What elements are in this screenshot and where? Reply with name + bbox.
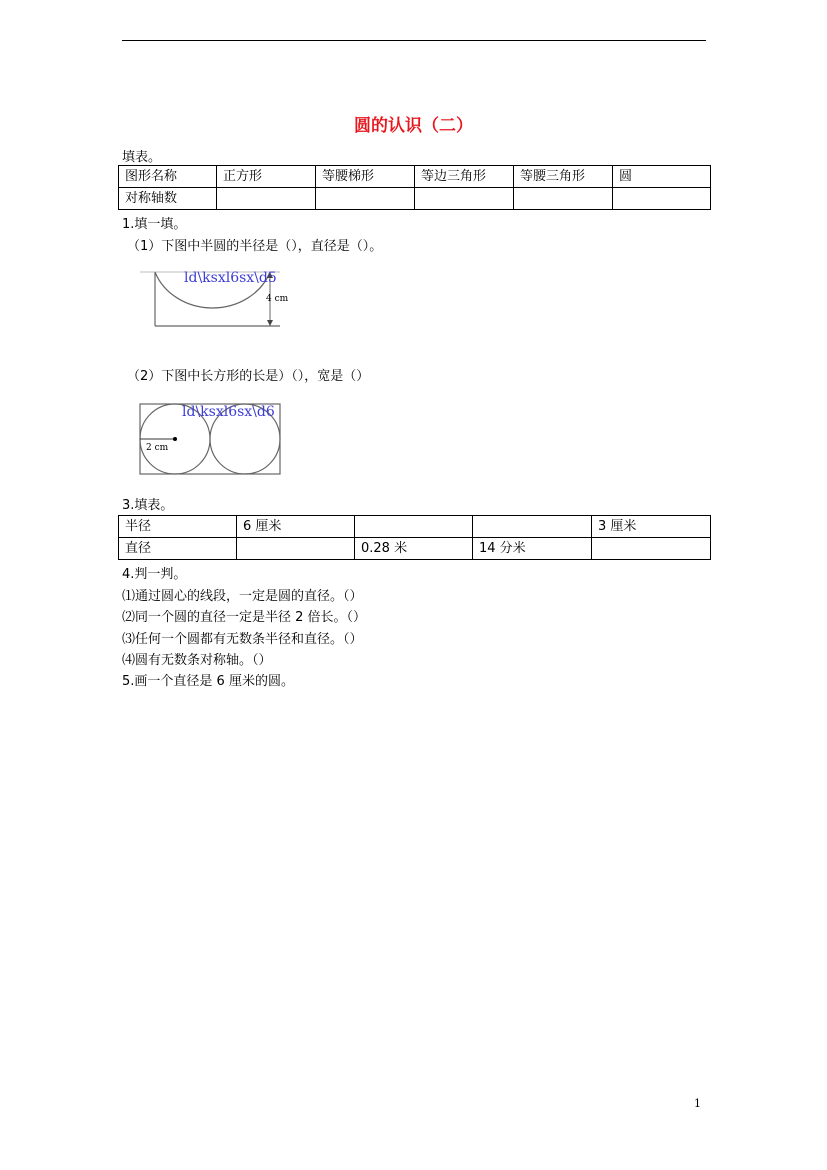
answer-cell[interactable] <box>217 188 316 210</box>
dimension-label: 4 cm <box>266 294 289 304</box>
table-cell: 6 厘米 <box>237 516 355 538</box>
header-rule <box>122 40 706 41</box>
table-cell: 0.28 米 <box>355 538 473 560</box>
table-cell: 直径 <box>119 538 237 560</box>
table-cell: 等腰三角形 <box>514 166 613 188</box>
table-cell: 14 分米 <box>473 538 592 560</box>
table-cell: 等边三角形 <box>415 166 514 188</box>
table-row <box>119 188 711 210</box>
question-1-1: （1）下图中半圆的半径是（），直径是（）。 <box>127 239 383 254</box>
answer-cell[interactable] <box>237 538 355 560</box>
section4-heading: 4.判一判。 <box>122 567 187 582</box>
table-cell: 等腰梯形 <box>316 166 415 188</box>
answer-cell[interactable] <box>514 188 613 210</box>
table-row <box>119 516 711 538</box>
table-cell: 3 厘米 <box>592 516 711 538</box>
watermark-text: ld\ksxl6sx\d5 <box>184 270 277 286</box>
dimension-label: 2 cm <box>146 443 169 453</box>
symmetry-axis-table <box>118 165 711 210</box>
table-cell: 对称轴数 <box>119 188 217 210</box>
semicircle-figure <box>140 268 300 330</box>
radius-diameter-table <box>118 515 711 560</box>
question-1-2: （2）下图中长方形的长是）（），宽是（） <box>127 369 370 384</box>
judge-item: ⑷圆有无数条对称轴。（） <box>122 653 272 668</box>
page-title: 圆的认识（二） <box>354 116 473 136</box>
answer-cell[interactable] <box>473 516 592 538</box>
section1-heading: 1.填一填。 <box>122 217 187 232</box>
section0-heading: 填表。 <box>122 150 162 165</box>
table-cell: 半径 <box>119 516 237 538</box>
answer-cell[interactable] <box>613 188 711 210</box>
judge-item: ⑴通过圆心的线段，一定是圆的直径。（） <box>122 589 363 604</box>
watermark-text: ld\ksxl6sx\d6 <box>182 404 275 420</box>
section5-heading: 5.画一个直径是 6 厘米的圆。 <box>122 674 294 689</box>
page-number: 1 <box>694 1097 701 1110</box>
section3-heading: 3.填表。 <box>122 498 174 513</box>
table-cell: 圆 <box>613 166 711 188</box>
table-row <box>119 166 711 188</box>
table-row <box>119 538 711 560</box>
answer-cell[interactable] <box>592 538 711 560</box>
judge-item: ⑶任何一个圆都有无数条半径和直径。（） <box>122 632 363 647</box>
judge-item: ⑵同一个圆的直径一定是半径 2 倍长。（） <box>122 610 367 625</box>
table-cell: 正方形 <box>217 166 316 188</box>
answer-cell[interactable] <box>355 516 473 538</box>
table-cell: 图形名称 <box>119 166 217 188</box>
two-circles-figure <box>138 402 284 478</box>
answer-cell[interactable] <box>316 188 415 210</box>
answer-cell[interactable] <box>415 188 514 210</box>
